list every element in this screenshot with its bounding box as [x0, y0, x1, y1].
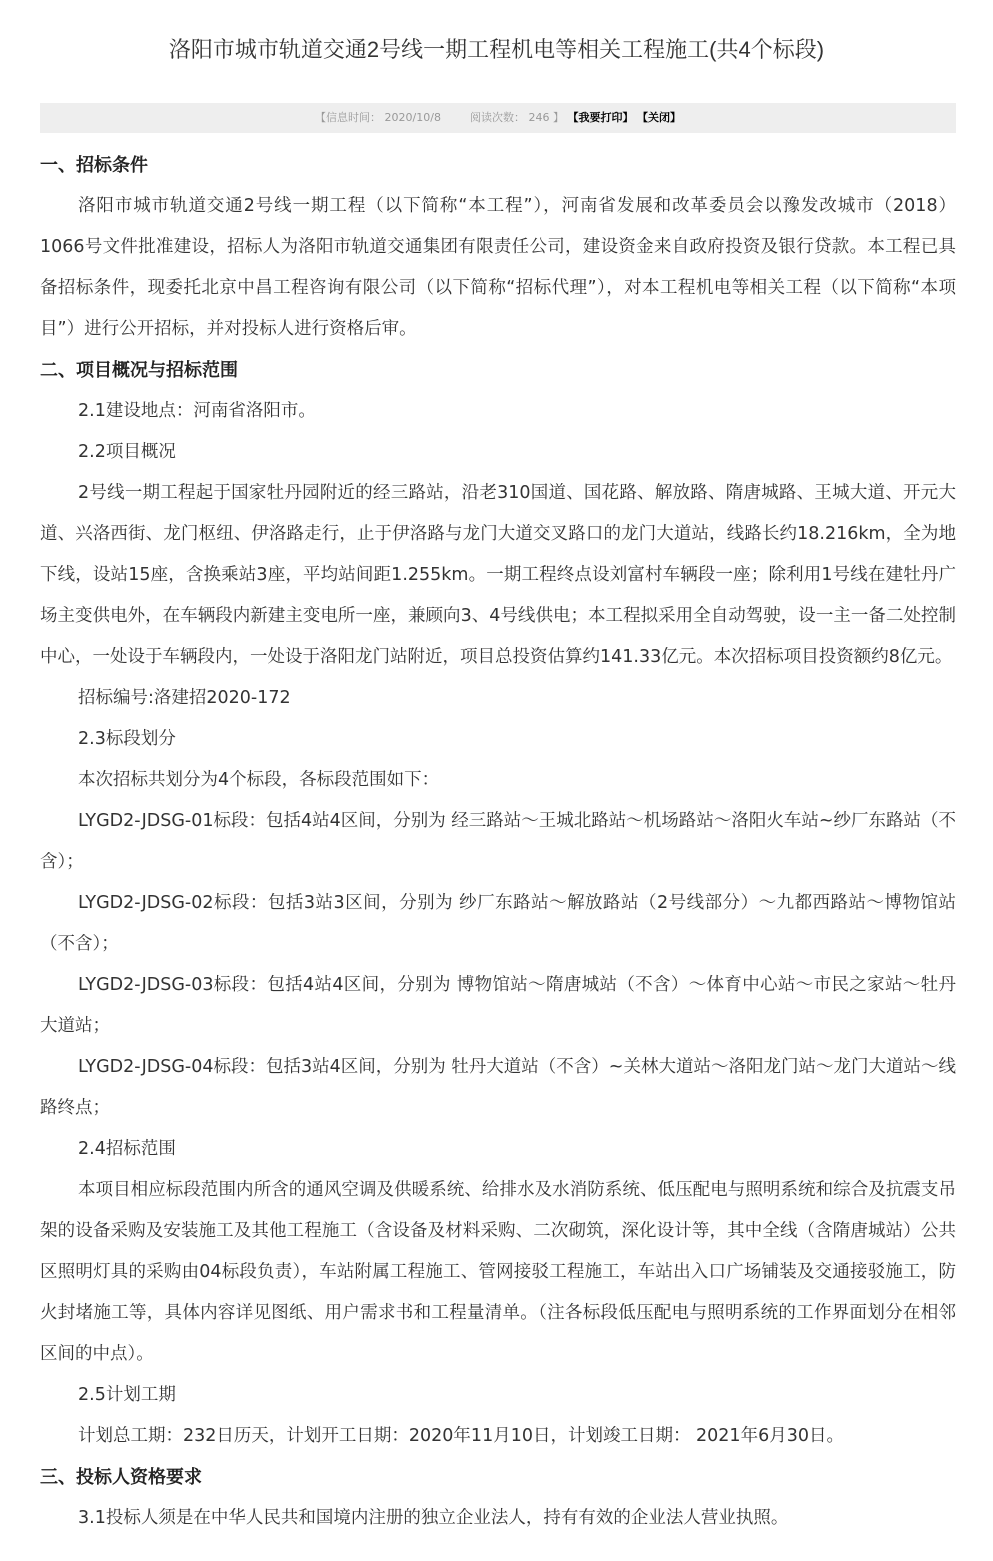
body-paragraph: 2.2项目概况	[78, 442, 176, 462]
info-time-value: 2020/10/8	[384, 111, 441, 124]
body-paragraph: LYGD2-JDSG-02标段：包括3站3区间，分别为 纱厂东路站～解放路站（2号线部分）～九都西路站～博物馆站（不含）；	[40, 893, 956, 954]
section-heading: 三、投标人资格要求	[40, 1467, 202, 1488]
body-paragraph: 计划总工期：232日历天，计划开工日期：2020年11月10日，计划竣工日期： 2021年6月30日。	[78, 1426, 844, 1446]
body-paragraph: 招标编号:洛建招2020-172	[78, 688, 291, 708]
section-heading: 一、招标条件	[40, 155, 148, 176]
body-paragraph: LYGD2-JDSG-04标段：包括3站4区间，分别为 牡丹大道站（不含）~关林大道站～洛阳龙门站～龙门大道站～线路终点；	[40, 1057, 956, 1118]
body-paragraph: 本项目相应标段范围内所含的通风空调及供暖系统、给排水及水消防系统、低压配电与照明系统和综合及抗震支吊架的设备采购及安装施工及其他工程施工（含设备及材料采购、二次砌筑，深化设计等，其中全线（含隋唐城站）公共区照明灯具的采购由04标段负责），车站附属工程施工、管网接驳工程施工，车站出入口广场铺装及交通接驳施工，防火封堵施工等，具体内容详见图纸、用户需求书和工程量清单。（注各标段低压配电与照明系统的工作界面划分在相邻区间的中点）。	[40, 1180, 956, 1364]
body-paragraph: 洛阳市城市轨道交通2号线一期工程（以下简称“本工程”），河南省发展和改革委员会以豫发改城市（2018）1066号文件批准建设，招标人为洛阳市轨道交通集团有限责任公司，建设资金来自政府投资及银行贷款。本工程已具备招标条件，现委托北京中昌工程咨询有限公司（以下简称“招标代理”），对本工程机电等相关工程（以下简称“本项目”）进行公开招标，并对投标人进行资格后审。	[40, 196, 956, 339]
info-time-label: 【信息时间：	[315, 111, 382, 124]
article-title: 洛阳市城市轨道交通2号线一期工程机电等相关工程施工(共4个标段)	[168, 37, 825, 62]
info-reads-label: 阅读次数：	[469, 111, 525, 124]
body-paragraph: 2.4招标范围	[78, 1139, 176, 1159]
body-paragraph: 2.5计划工期	[78, 1385, 176, 1405]
body-paragraph: 2.3标段划分	[78, 729, 176, 749]
print-link[interactable]: 【我要打印】	[567, 111, 634, 124]
body-paragraph: LYGD2-JDSG-03标段：包括4站4区间，分别为 博物馆站～隋唐城站（不含）～体育中心站～市民之家站～牡丹大道站；	[40, 975, 956, 1036]
body-paragraph: LYGD2-JDSG-01标段：包括4站4区间，分别为 经三路站～王城北路站～机场路站～洛阳火车站~纱厂东路站（不含）；	[40, 811, 956, 872]
body-paragraph: 2号线一期工程起于国家牡丹园附近的经三路站，沿老310国道、国花路、解放路、隋唐城路、王城大道、开元大道、兴洛西街、龙门枢纽、伊洛路走行，止于伊洛路与龙门大道交叉路口的龙门大道站，线路长约18.216km，全为地下线，设站15座，含换乘站3座，平均站间距1.255km。一期工程终点设刘富村车辆段一座；除利用1号线在建牡丹广场主变供电外，在车辆段内新建主变电所一座，兼顾向3、4号线供电；本工程拟采用全自动驾驶，设一主一备二处控制中心，一处设于车辆段内，一处设于洛阳龙门站附近，项目总投资估算约141.33亿元。本次招标项目投资额约8亿元。	[40, 483, 956, 667]
close-link[interactable]: 【关闭】	[636, 111, 681, 124]
section-heading: 二、项目概况与招标范围	[40, 360, 238, 381]
body-paragraph: 本次招标共划分为4个标段，各标段范围如下：	[78, 770, 440, 790]
body-paragraph: 2.1建设地点：河南省洛阳市。	[78, 401, 316, 421]
body-paragraph: 3.1投标人须是在中华人民共和国境内注册的独立企业法人，持有有效的企业法人营业执照。	[78, 1508, 789, 1528]
info-reads-value: 246	[528, 111, 550, 124]
info-bar	[40, 103, 956, 133]
info-close-bracket: 】	[552, 111, 564, 124]
article-body	[40, 145, 956, 1539]
